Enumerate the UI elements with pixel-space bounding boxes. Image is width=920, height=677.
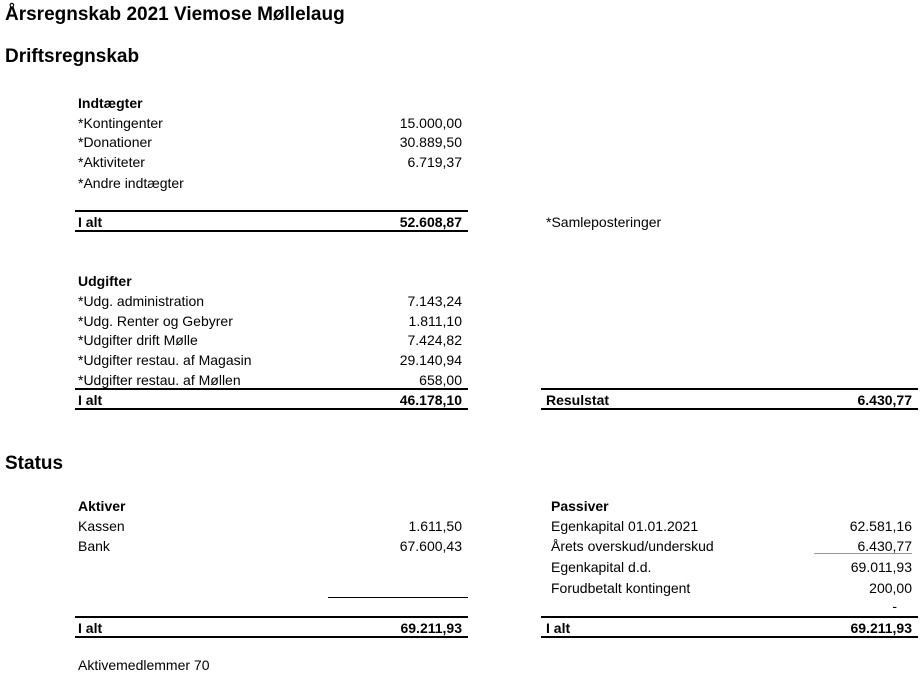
section-heading-drift: Driftsregnskab [5,46,140,67]
income-total-value: 52.608,87 [399,214,462,230]
row-value: 15.000,00 [399,115,462,131]
row-value: 69.011,93 [850,559,912,575]
row-label: *Aktiviteter [78,154,145,170]
row-value: 29.140,94 [399,352,462,368]
row-value: 7.143,24 [407,293,462,309]
row-label: *Andre indtægter [78,175,184,191]
divider [75,210,468,212]
row-label: Egenkapital 01.01.2021 [551,518,699,534]
row-label: Bank [78,538,110,554]
section-heading-status: Status [5,453,64,474]
row-value: 1.811,10 [408,313,462,329]
divider [541,636,918,638]
row-value: 7.424,82 [407,332,462,348]
divider [75,636,468,638]
income-total-label: I alt [78,214,103,230]
document-title: Årsregnskab 2021 Viemose Møllelaug [5,4,345,25]
row-value: 200,00 [869,580,912,596]
assets-heading: Aktiver [78,498,126,514]
result-label: Resulstat [546,392,610,408]
row-label: Egenkapital d.d. [551,559,652,575]
subtotal-line [814,553,912,554]
row-label: *Udg. Renter og Gebyrer [78,313,233,329]
divider [75,616,468,618]
row-value: 6.430,77 [857,538,912,554]
row-label: Kassen [78,518,125,534]
divider [75,408,468,410]
row-value: 1.611,50 [408,518,462,534]
row-value: 62.581,16 [849,518,912,534]
expenses-total-value: 46.178,10 [399,392,462,408]
row-value: - [892,598,897,614]
assets-total-label: I alt [78,620,103,636]
row-label: *Kontingenter [78,115,163,131]
row-label: *Udg. administration [78,293,205,309]
row-value: 658,00 [419,372,462,388]
row-value: 67.600,43 [399,538,462,554]
divider [75,388,468,390]
row-value: 6.719,37 [407,154,462,170]
row-value: 30.889,50 [399,134,462,150]
assets-total-value: 69.211,93 [400,620,462,636]
row-label: Forudbetalt kontingent [551,580,691,596]
divider [541,616,918,618]
liabilities-total-value: 69.211,93 [850,620,912,636]
note-samleposteringer: *Samleposteringer [546,214,662,230]
income-heading: Indtægter [78,95,143,111]
row-label: *Donationer [78,134,152,150]
expenses-total-label: I alt [78,392,103,408]
divider [75,230,468,232]
row-label: *Udgifter restau. af Møllen [78,372,241,388]
subtotal-line [328,597,468,598]
footer-members: Aktivemedlemmer 70 [78,657,210,673]
result-value: 6.430,77 [857,392,912,408]
expenses-heading: Udgifter [78,273,132,289]
divider [541,388,918,390]
row-label: *Udgifter drift Mølle [78,332,198,348]
liabilities-heading: Passiver [551,498,609,514]
divider [541,408,918,410]
row-label: Årets overskud/underskud [551,538,714,554]
liabilities-total-label: I alt [546,620,571,636]
row-label: *Udgifter restau. af Magasin [78,352,252,368]
